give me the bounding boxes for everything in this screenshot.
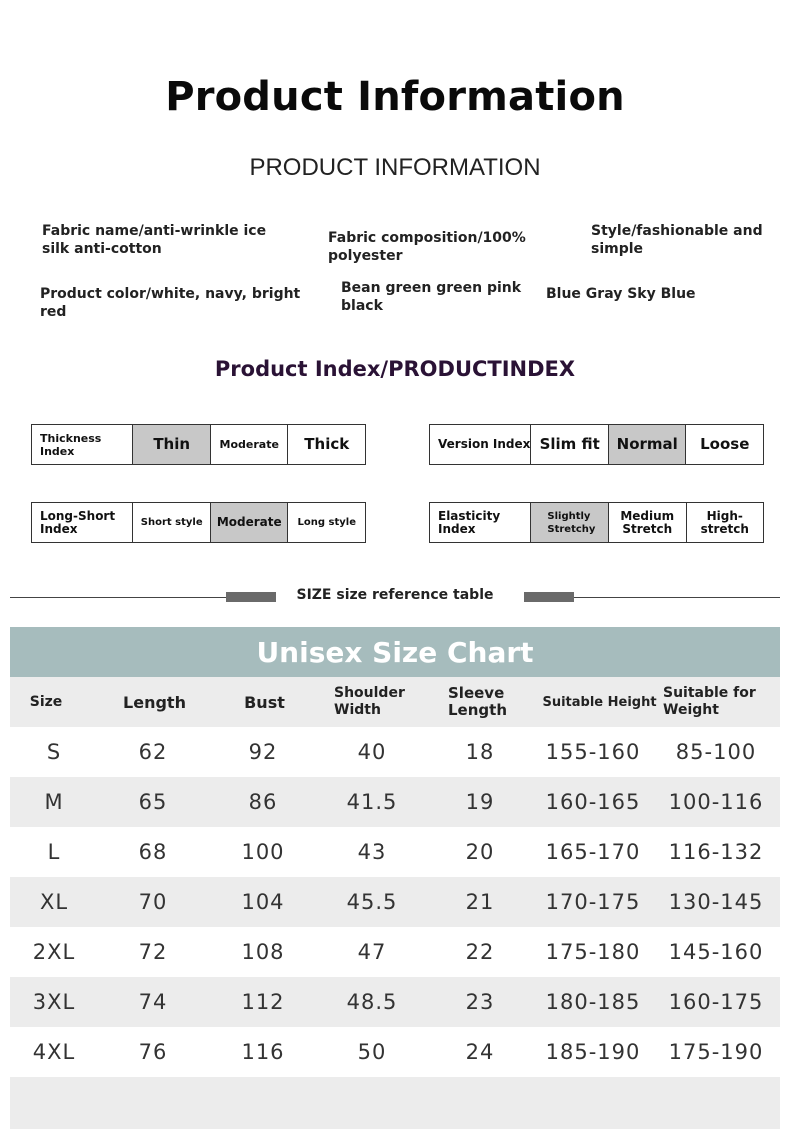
elasticity-option-high: High-stretch	[686, 503, 764, 542]
length-index-label: Long-Short Index	[40, 508, 116, 536]
page-title: Product Information	[165, 74, 625, 120]
cell-shoulder: 43	[357, 840, 387, 864]
cell-length: 65	[138, 790, 168, 814]
cell-bust: 116	[241, 1040, 285, 1064]
thickness-option-thin: Thin	[132, 425, 210, 464]
cell-length: 74	[138, 990, 168, 1014]
cell-length: 62	[138, 740, 168, 764]
size-chart-title: Unisex Size Chart	[10, 627, 780, 677]
header-shoulder-width: Shoulder Width	[334, 685, 405, 718]
cell-size: 3XL	[32, 990, 76, 1014]
cell-height: 170-175	[545, 890, 641, 914]
cell-weight: 160-175	[668, 990, 764, 1014]
size-chart-table	[10, 677, 780, 1077]
cell-length: 70	[138, 890, 168, 914]
product-color-text-3: Blue Gray Sky Blue	[546, 286, 696, 302]
header-size: Size	[29, 693, 63, 710]
cell-weight: 100-116	[668, 790, 764, 814]
cell-shoulder: 47	[357, 940, 387, 964]
cell-length: 76	[138, 1040, 168, 1064]
size-reference-label: SIZE size reference table	[296, 587, 494, 603]
cell-height: 175-180	[545, 940, 641, 964]
cell-shoulder: 40	[357, 740, 387, 764]
cell-sleeve: 18	[465, 740, 495, 764]
elasticity-index-table	[429, 502, 764, 543]
cell-weight: 175-190	[668, 1040, 764, 1064]
fabric-composition-text: Fabric composition/100% polyester	[328, 230, 526, 264]
cell-shoulder: 48.5	[346, 990, 398, 1014]
cell-height: 155-160	[545, 740, 641, 764]
cell-bust: 92	[248, 740, 278, 764]
size-chart-header-row	[10, 677, 780, 727]
cell-weight: 85-100	[675, 740, 757, 764]
style-text: Style/fashionable and simple	[591, 223, 763, 257]
length-option-short: Short style	[132, 503, 210, 542]
divider-line-right	[574, 597, 780, 598]
thickness-index-table	[31, 424, 366, 465]
version-index-table	[429, 424, 764, 465]
cell-bust: 86	[248, 790, 278, 814]
header-suitable-weight: Suitable for Weight	[663, 685, 756, 718]
length-option-long: Long style	[287, 503, 365, 542]
cell-sleeve: 20	[465, 840, 495, 864]
thickness-option-thick: Thick	[287, 425, 365, 464]
cell-size: 4XL	[32, 1040, 76, 1064]
cell-sleeve: 24	[465, 1040, 495, 1064]
cell-weight: 116-132	[668, 840, 764, 864]
cell-height: 160-165	[545, 790, 641, 814]
cell-height: 185-190	[545, 1040, 641, 1064]
cell-size: XL	[39, 890, 69, 914]
header-bust: Bust	[244, 692, 285, 712]
size-row	[10, 977, 780, 1027]
fabric-name-text: Fabric name/anti-wrinkle ice silk anti-cotton	[42, 223, 267, 257]
size-row	[10, 777, 780, 827]
header-suitable-height: Suitable Height	[542, 694, 657, 710]
size-row	[10, 727, 780, 777]
cell-weight: 145-160	[668, 940, 764, 964]
cell-shoulder: 41.5	[346, 790, 398, 814]
size-row	[10, 827, 780, 877]
cell-shoulder: 45.5	[346, 890, 398, 914]
page-subtitle: PRODUCT INFORMATION	[249, 154, 541, 181]
size-row	[10, 1027, 780, 1077]
cell-size: S	[46, 740, 62, 764]
elasticity-index-label: Elasticity Index	[438, 508, 501, 536]
cell-height: 165-170	[545, 840, 641, 864]
cell-sleeve: 23	[465, 990, 495, 1014]
cell-size: L	[47, 840, 61, 864]
cell-length: 68	[138, 840, 168, 864]
cell-weight: 130-145	[668, 890, 764, 914]
divider-bar-right	[524, 592, 574, 602]
cell-size: 2XL	[32, 940, 76, 964]
thickness-index-label: Thickness Index	[40, 431, 102, 458]
product-color-text-2: Bean green green pink black	[341, 280, 522, 314]
cell-shoulder: 50	[357, 1040, 387, 1064]
header-sleeve-length: Sleeve Length	[448, 684, 507, 719]
product-color-text: Product color/white, navy, bright red	[40, 286, 301, 320]
elasticity-option-medium: Medium Stretch	[608, 503, 686, 542]
version-option-loose: Loose	[685, 425, 763, 464]
length-index-table	[31, 502, 366, 543]
cell-sleeve: 21	[465, 890, 495, 914]
length-option-moderate: Moderate	[210, 503, 288, 542]
cell-size: M	[44, 790, 64, 814]
version-option-normal: Normal	[608, 425, 686, 464]
table-bottom-filler	[10, 1077, 780, 1129]
thickness-option-moderate: Moderate	[210, 425, 288, 464]
elasticity-option-slight: Slightly Stretchy	[530, 503, 608, 542]
cell-bust: 100	[241, 840, 285, 864]
cell-bust: 104	[241, 890, 285, 914]
size-row	[10, 877, 780, 927]
cell-sleeve: 19	[465, 790, 495, 814]
version-index-label: Version Index	[438, 437, 531, 451]
cell-height: 180-185	[545, 990, 641, 1014]
cell-bust: 112	[241, 990, 285, 1014]
version-option-slim-fit: Slim fit	[530, 425, 608, 464]
header-length: Length	[123, 692, 186, 712]
product-index-title: Product Index/PRODUCTINDEX	[214, 357, 576, 381]
cell-bust: 108	[241, 940, 285, 964]
size-row	[10, 927, 780, 977]
cell-length: 72	[138, 940, 168, 964]
cell-sleeve: 22	[465, 940, 495, 964]
